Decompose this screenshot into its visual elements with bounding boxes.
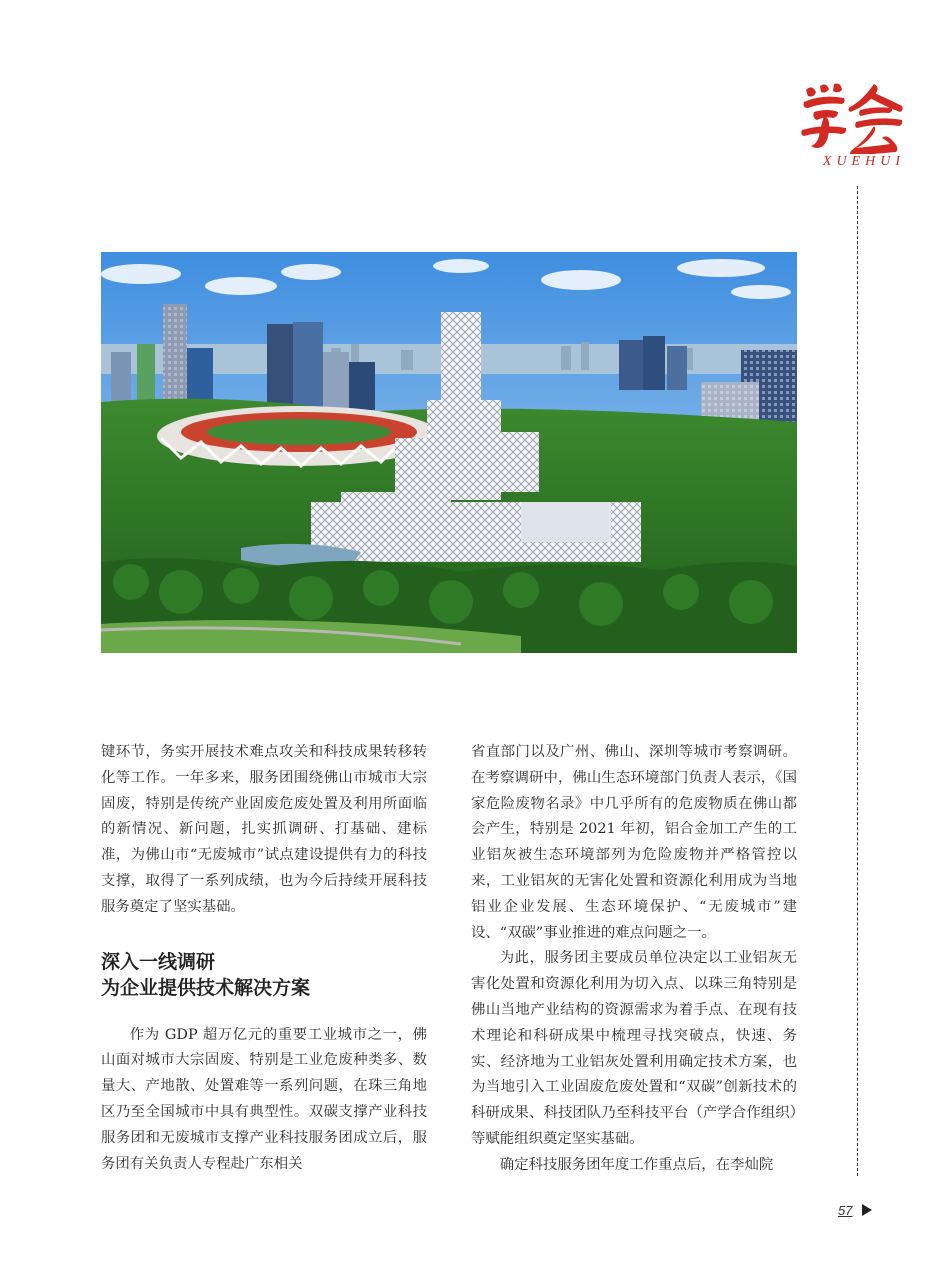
left-column: [101, 740, 427, 1177]
dashed-side-rule: [857, 186, 858, 1176]
city-aerial-photo: [101, 252, 797, 653]
triangle-right-icon: [862, 1204, 872, 1216]
right-paragraph-2: 为此，服务团主要成员单位决定以工业铝灰无害化处置和资源化利用为切入点、以珠三角特别是佛山当地产业结构的资源需求为着手点、在现有技术理论和科研成果中梳理寻找突破点，快速、务实、经济地为工业铝灰处置利用确定技术方案，也为当地引入工业固废危废处置和“双碳”创新技术的科研成果、科技团队乃至科技平台（产学合作组织）等赋能组织奠定坚实基础。: [471, 950, 797, 1147]
logo-text: XUEHUI: [822, 154, 905, 169]
xuehui-calligraphy-logo: [800, 80, 905, 154]
photo-illustration: [101, 252, 797, 653]
page-number: 57: [838, 1203, 853, 1218]
section-heading-line1: 深入一线调研: [101, 950, 216, 973]
section-heading: [101, 949, 427, 1001]
masthead-logo: [800, 80, 910, 180]
left-paragraph-1: 键环节，务实开展技术难点攻关和科技成果转移转化等工作。一年多来，服务团围绕佛山市城市大宗固废，特别是传统产业固废危废处置及利用所面临的新情况、新问题，扎实抓调研、打基础、建标准，为佛山市“无废城市”试点建设提供有力的科技支撑，取得了一系列成绩，也为今后持续开展科技服务奠定了坚实基础。: [101, 744, 427, 915]
left-paragraph-2: 作为 GDP 超万亿元的重要工业城市之一，佛山面对城市大宗固废、特别是工业危废种类多、数量大、产地散、处置难等一系列问题，在珠三角地区乃至全国城市中具有典型性。双碳支撑产业科技服务团和无废城市支撑产业科技服务团成立后，服务团有关负责人专程赴广东相关: [101, 1026, 427, 1172]
right-paragraph-1: 省直部门以及广州、佛山、深圳等城市考察调研。在考察调研中，佛山生态环境部门负责人表示，《国家危险废物名录》中几乎所有的危废物质在佛山都会产生，特别是 2021 年初，铝合金加工产生的工业铝灰被生态环境部列为危险废物并严格管控以来，工业铝灰的无害化处置和资源化利用成为当地铝业企业发展、生态环境保护、“无废城市”建设、“双碳”事业推进的难点问题之一。: [471, 744, 797, 941]
section-heading-line2: 为企业提供技术解决方案: [101, 976, 311, 999]
right-paragraph-3: 确定科技服务团年度工作重点后，在李灿院: [499, 1156, 774, 1173]
right-column: [471, 740, 797, 1179]
